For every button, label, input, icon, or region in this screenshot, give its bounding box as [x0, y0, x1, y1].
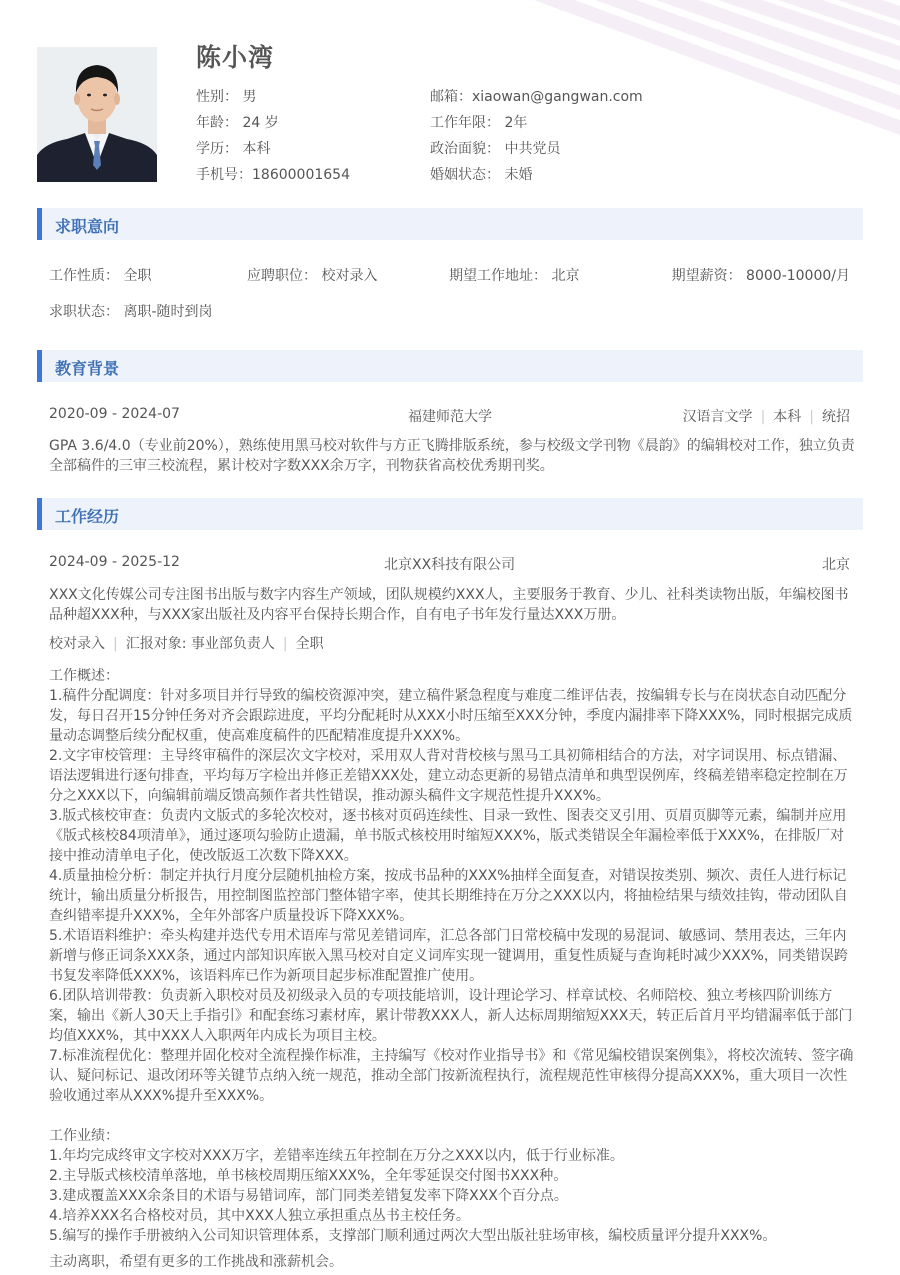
divider: | — [760, 409, 766, 425]
leave-reason: 主动离职，希望有更多的工作挑战和涨薪机会。 — [49, 1254, 343, 1270]
age-field: 年龄： 24 岁 — [196, 115, 279, 131]
candidate-name: 陈小湾 — [196, 43, 275, 72]
section-header-intent — [37, 208, 863, 240]
divider: | — [809, 409, 814, 425]
work-detail-line: 7.标准流程优化：整理并固化校对全流程操作标准，主持编写《校对作业指导书》和《常见编校错误案例集》，将校次流转、签字确认、疑问标记、退改闭环等关键节点纳入统一规范，推动全部门按新流程执行，流程规范性审核得分提高XXX%，重大项目一次性验收通过率从XXX%提升至XXX%。 — [49, 1048, 854, 1104]
work-detail-line: 工作业绩： — [49, 1128, 119, 1144]
work-detail-line: 2.文字审校管理：主导终审稿件的深层次文字校对，采用双人背对背校核与黑马工具初筛相结合的方法，对字词误用、标点错漏、语法逻辑进行逐句排查，平均每万字检出并修正差错XXX处，建立动态更新的易错点清单和典型误例库，终稿差错率稳定控制在万分之XXX以下，向编辑前端反馈高频作者共性错误，推动源头稿件文字规范性提升XXX%。 — [49, 748, 848, 804]
work-report: 汇报对象: 事业部负责人 — [125, 636, 275, 652]
section-header-work — [37, 498, 863, 530]
work-detail-line: 6.团队培训带教：负责新入职校对员及初级录入员的专项技能培训，设计理论学习、样章试校、名师陪校、独立考核四阶训练方案，输出《新人30天上手指引》和配套练习素材库，累计带教XXX人，新人达标周期缩短XXX天，转正后首月平均错漏率低于部门均值XXX%，其中XXX人入职两年内成长为项目主校。 — [49, 988, 853, 1044]
section-accent-bar — [37, 498, 42, 530]
work-detail-line: 3.版式核校审查：负责内文版式的多轮次校对，逐书核对页码连续性、目录一致性、图表交叉引用、页眉页脚等元素，编制并应用《版式核校84项清单》，通过逐项勾验防止遗漏，单书版式核校用时缩短XXX%，版式类错误全年漏检率低于XXX%，在排版厂对接中推动清单电子化，使改版返工次数下降XXX。 — [49, 808, 847, 864]
work-detail-line: 5.术语语料维护：牵头构建并迭代专用术语库与常见差错词库，汇总各部门日常校稿中发现的易混词、敏感词、禁用表达，三年内新增与修正词条XXX条，通过内部知识库嵌入黑马校对自定义词库实现一键调用，重复性质疑与查询耗时减少XXX%，同类错误跨书复发率降低XXX%，该语料库已作为新项目起步标准配置推广使用。 — [49, 928, 848, 984]
work-detail-line: 5.编写的操作手册被纳入公司知识管理体系，支撑部门顺利通过两次大型出版社驻场审核，编校质量评分提升XXX%。 — [49, 1228, 777, 1244]
work-detail-line: 4.培养XXX名合格校对员，其中XXX人独立承担重点丛书主校任务。 — [49, 1208, 470, 1224]
work-role: 校对录入 — [49, 636, 105, 652]
divider: | — [113, 636, 118, 652]
intent-position: 应聘职位： 校对录入 — [247, 268, 378, 284]
work-detail-line: 工作概述： — [49, 668, 119, 684]
education-field: 学历： 本科 — [196, 141, 271, 157]
education-degree: 本科 — [773, 409, 802, 425]
education-major: 汉语言文学 — [682, 409, 753, 425]
work-detail-line: 3.建成覆盖XXX余条目的术语与易错词库，部门同类差错复发率下降XXX个百分点。 — [49, 1188, 568, 1204]
email-field: 邮箱：xiaowan@gangwan.com — [430, 89, 643, 105]
work-detail-line: 2.主导版式核校清单落地，单书核校周期压缩XXX%，全年零延误交付图书XXX种。 — [49, 1168, 568, 1184]
gender-field: 性别： 男 — [196, 89, 257, 105]
politics-field: 政治面貌： 中共党员 — [430, 141, 561, 157]
work-city: 北京 — [822, 557, 850, 573]
work-date: 2024-09 - 2025-12 — [49, 554, 180, 570]
intent-location: 期望工作地址： 北京 — [449, 268, 580, 284]
section-title: 求职意向 — [55, 217, 120, 236]
work-detail-line: 1.稿件分配调度：针对多项目并行导致的编校资源冲突，建立稿件紧急程度与难度二维评估表，按编辑专长与在岗状态自动匹配分发，每日召开15分钟任务对齐会跟踪进度，平均分配耗时从XXX小时压缩至XXX分钟，季度内漏排率下降XXX%，同时根据完成质量动态调整后续分配权重，使高难度稿件的匹配精准度提升XXX%。 — [49, 688, 853, 744]
company-description: XXX文化传媒公司专注图书出版与数字内容生产领域，团队规模约XXX人，主要服务于教育、少儿、社科类读物出版，年编校图书品种超XXX种，与XXX家出版社及内容平台保持长期合作，自有电子书年发行量达XXX万册。 — [49, 587, 849, 623]
section-accent-bar — [37, 208, 42, 240]
section-title: 工作经历 — [55, 507, 120, 526]
education-description: GPA 3.6/4.0（专业前20%），熟练使用黑马校对软件与方正飞腾排版系统，参与校级文学刊物《晨韵》的编辑校对工作，独立负责全部稿件的三审三校流程，累计校对字数XXX余万字，刊物获省高校优秀期刊奖。 — [49, 438, 855, 474]
work-meta — [49, 633, 324, 653]
work-company: 北京XX科技有限公司 — [384, 557, 516, 573]
marital-field: 婚姻状态： 未婚 — [430, 167, 533, 183]
intent-status: 求职状态： 离职-随时到岗 — [49, 304, 213, 320]
section-header-education — [37, 350, 863, 382]
education-date: 2020-09 - 2024-07 — [49, 406, 180, 422]
profile-photo — [37, 47, 157, 182]
work-details — [49, 666, 857, 1246]
education-school: 福建师范大学 — [408, 409, 492, 425]
section-accent-bar — [37, 350, 42, 382]
section-title: 教育背景 — [55, 359, 120, 378]
education-mode: 统招 — [822, 409, 850, 425]
phone-field: 手机号：18600001654 — [196, 167, 350, 183]
divider: | — [282, 636, 288, 652]
work-years-field: 工作年限： 2年 — [430, 115, 528, 131]
work-detail-line: 4.质量抽检分析：制定并执行月度分层随机抽检方案，按成书品种的XXX%抽样全面复查，对错误按类别、频次、责任人进行标记统计，输出质量分析报告，用控制图监控部门整体错字率，使其长期维持在万分之XXX以内，将抽检结果与绩效挂钩，带动团队自查纠错率提升XXX%，全年外部客户质量投诉下降XXX%。 — [49, 868, 848, 924]
work-detail-line: 1.年均完成终审文字校对XXX万字，差错率连续五年控制在万分之XXX以内，低于行业标准。 — [49, 1148, 624, 1164]
intent-salary: 期望薪资： 8000-10000/月 — [671, 268, 850, 284]
work-type: 全职 — [295, 636, 324, 652]
work-detail-line — [49, 1106, 857, 1126]
intent-work-type: 工作性质： 全职 — [49, 268, 152, 284]
education-meta — [683, 406, 850, 426]
